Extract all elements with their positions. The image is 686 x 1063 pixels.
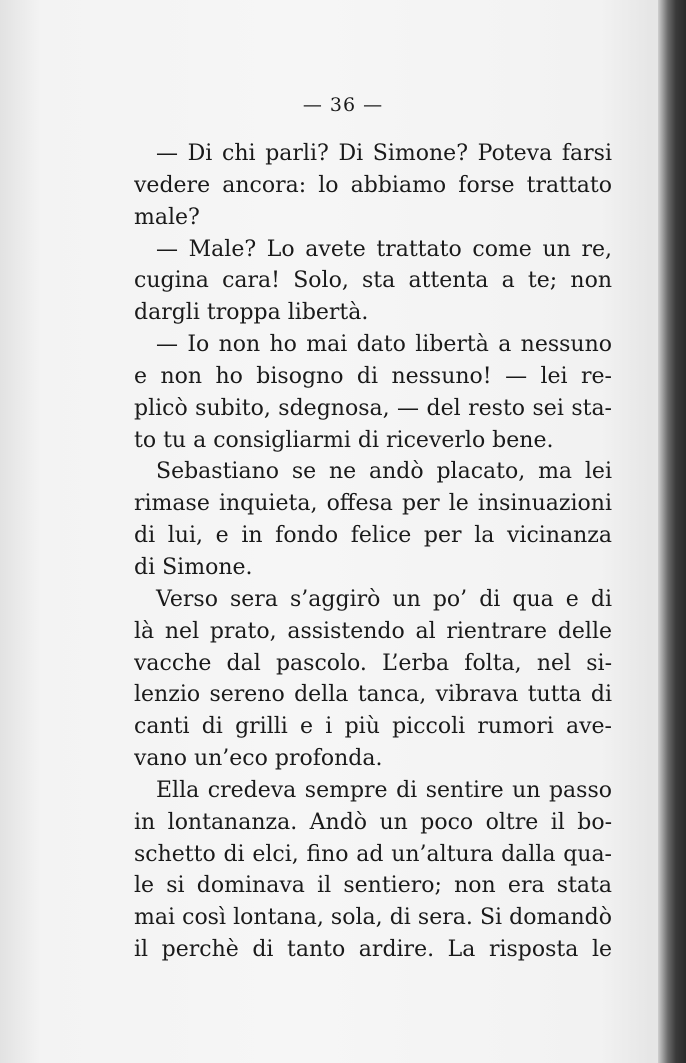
book-spine-shadow <box>658 0 686 1063</box>
text-line: di Simone. <box>134 554 253 580</box>
text-line: — Io non ho mai dato libertà a nessuno <box>156 332 612 358</box>
text-line: Verso sera s’aggirò un po’ di qua e di <box>156 586 612 612</box>
page-body-text <box>134 138 612 966</box>
text-line: — Di chi parli? Di Simone? Poteva farsi <box>156 141 612 166</box>
text-line: schetto di elci, fino ad un’altura dalla qua- <box>134 841 612 867</box>
text-line: to tu a consigliarmi di riceverlo bene. <box>134 427 554 453</box>
text-line: cugina cara! Solo, sta attenta a te; non <box>134 268 612 294</box>
text-line: Sebastiano se ne andò placato, ma lei <box>156 459 612 485</box>
text-line: là nel prato, assistendo al rientrare delle <box>134 618 612 644</box>
text-line: vano un’eco profonda. <box>134 746 383 772</box>
text-line: in lontananza. Andò un poco oltre il bo- <box>134 809 612 835</box>
text-line: il perchè di tanto ardire. La risposta le <box>134 937 612 963</box>
text-line: lenzio sereno della tanca, vibrava tutta di <box>134 682 612 708</box>
text-line: vedere ancora: lo abbiamo forse trattato <box>134 172 612 198</box>
text-line: mai così lontana, sola, di sera. Si domandò <box>134 905 612 931</box>
text-line: — Male? Lo avete trattato come un re, <box>156 236 612 262</box>
text-line: le si dominava il sentiero; non era stata <box>134 873 612 899</box>
text-line: e non ho bisogno di nessuno! — lei re- <box>134 363 612 389</box>
text-line: di lui, e in fondo felice per la vicinanza <box>134 523 612 549</box>
page-number: — 36 — <box>302 94 384 116</box>
text-line: vacche dal pascolo. L’erba folta, nel si- <box>134 650 612 676</box>
text-line: dargli troppa libertà. <box>134 300 369 326</box>
text-line: canti di grilli e i più piccoli rumori ave- <box>134 714 612 740</box>
text-line: Ella credeva sempre di sentire un passo <box>156 777 612 803</box>
text-line: male? <box>134 204 200 230</box>
text-line: plicò subito, sdegnosa, — del resto sei sta- <box>134 395 612 421</box>
text-line: rimase inquieta, offesa per le insinuazioni <box>134 491 612 517</box>
